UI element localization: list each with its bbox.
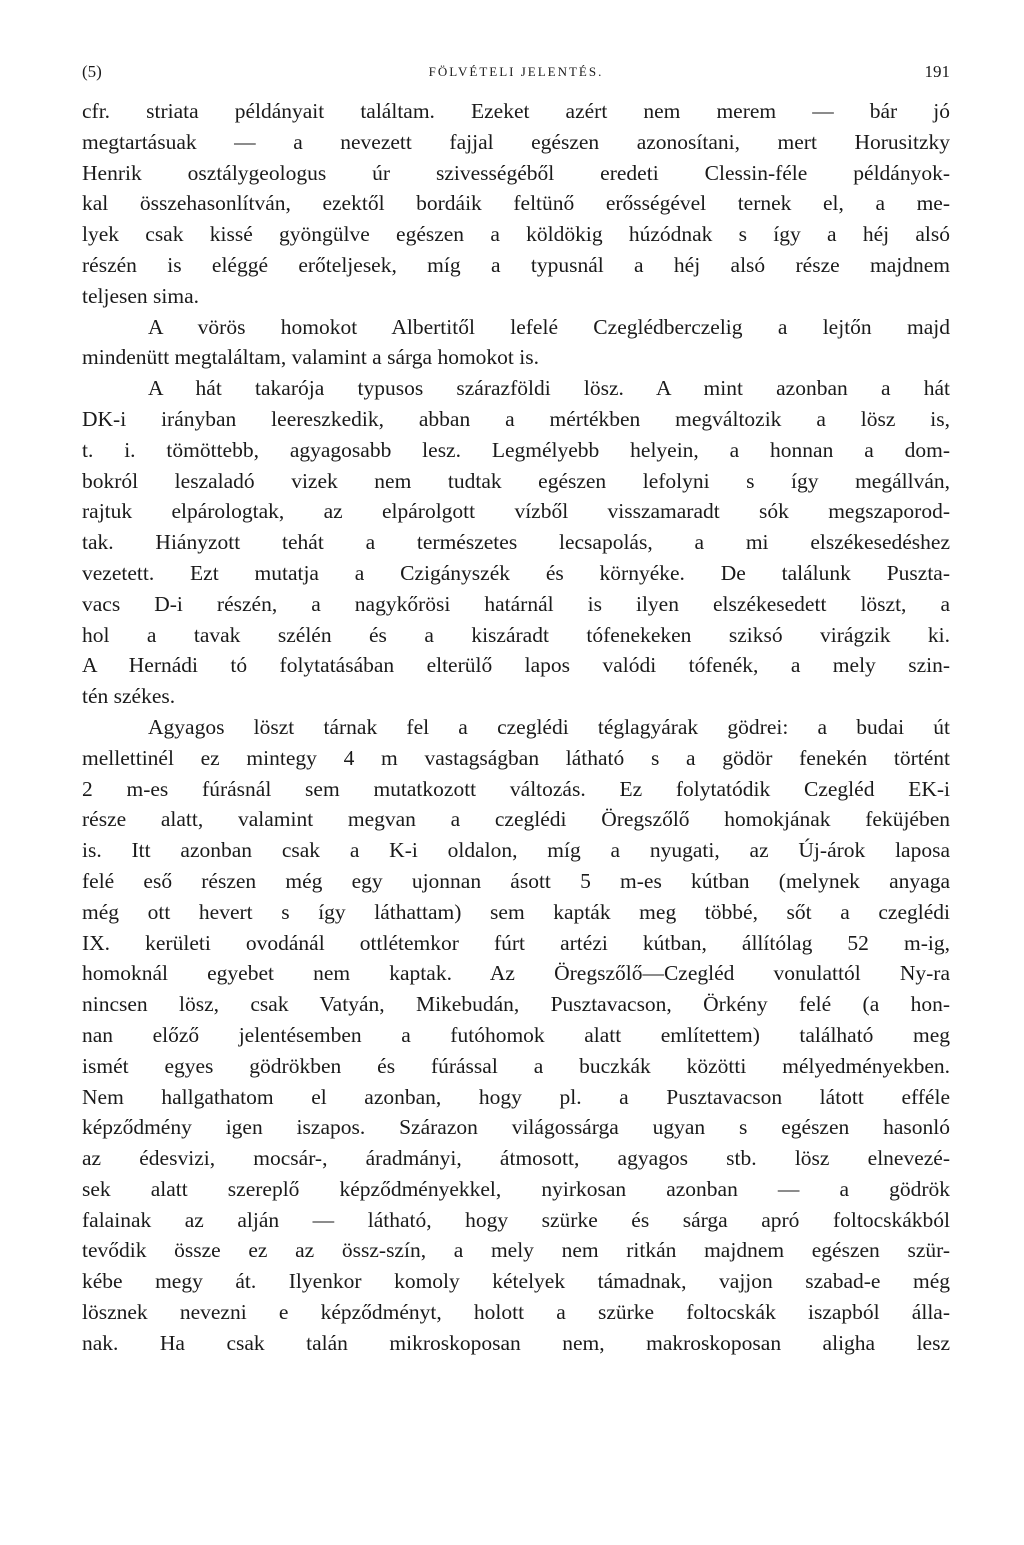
text-line-13: bokról leszaladó vizek nem tudtak egészen lefolyni s így megállván, <box>82 468 950 493</box>
text-line-21: Agyagos löszt tárnak fel a czeglédi téglagyárak gödrei: a budai út <box>148 714 950 739</box>
text-line-36: sek alatt szereplő képződményekkel, nyirkosan azonban — a gödrök <box>82 1176 950 1201</box>
document-page <box>82 62 950 1359</box>
text-line-31: nan előző jelentésemben a futóhomok alatt említettem) található meg <box>82 1022 950 1047</box>
text-line-7: teljesen sima. <box>82 283 200 308</box>
text-line-22: mellettinél ez mintegy 4 m vastagságban látható s a gödör fenekén történt <box>82 745 950 770</box>
text-line-30: nincsen lösz, csak Vatyán, Mikebudán, Pusztavacson, Örkény felé (a hon- <box>82 992 950 1017</box>
text-line-10: A hát takarója typusos szárazföldi lösz. A mint azonban a hát <box>148 376 950 401</box>
text-line-25: is. Itt azonban csak a K-i oldalon, míg a nyugati, az Új-árok laposa <box>82 838 950 863</box>
page-number-right: 191 <box>924 62 950 81</box>
text-line-20: tén székes. <box>82 684 176 709</box>
text-line-9: mindenütt megtaláltam, valamint a sárga homokot is. <box>82 345 539 370</box>
text-line-19: A Hernádi tó folytatásában elterülő lapos valódi tófenék, a mely szin- <box>82 653 950 678</box>
text-line-23: 2 m-es fúrásnál sem mutatkozott változás. Ez folytatódik Czegléd EK-i <box>82 776 950 801</box>
text-line-35: az édesvizi, mocsár-, áradmányi, átmosott, agyagos stb. lösz elnevezé- <box>82 1146 950 1171</box>
running-title: FÖLVÉTELI JELENTÉS. <box>428 64 604 79</box>
text-line-40: lösznek nevezni e képződményt, holott a szürke foltocskák iszapból álla- <box>82 1300 950 1325</box>
page-header <box>82 62 950 96</box>
text-line-33: Nem hallgathatom el azonban, hogy pl. a Pusztavacson látott efféle <box>82 1084 950 1109</box>
text-line-17: vacs D-i részén, a nagykőrösi határnál is ilyen elszékesedett löszt, a <box>82 591 950 616</box>
text-line-39: kébe megy át. Ilyenkor komoly kételyek támadnak, vajjon szabad-e még <box>82 1269 950 1294</box>
text-line-6: részén is eléggé erőteljesek, míg a typusnál a héj alsó része majdnem <box>82 252 950 277</box>
text-line-14: rajtuk elpárologtak, az elpárolgott vízből visszamaradt sók megszaporod- <box>82 499 950 524</box>
text-line-4: kal összehasonlítván, ezektől bordáik feltünő erősségével ternek el, a me- <box>82 191 950 216</box>
text-line-16: vezetett. Ezt mutatja a Czigányszék és környéke. De találunk Puszta- <box>82 560 950 585</box>
text-line-27: még ott hevert s így láthattam) sem kapták meg többé, sőt a czeglédi <box>82 899 950 924</box>
page-number-left: (5) <box>82 62 102 81</box>
text-line-15: tak. Hiányzott tehát a természetes lecsapolás, a mi elszékesedéshez <box>82 530 950 555</box>
text-line-18: hol a tavak szélén és a kiszáradt tófenekeken sziksó virágzik ki. <box>82 622 950 647</box>
text-line-37: falainak az alján — látható, hogy szürke és sárga apró foltocskákból <box>82 1207 950 1232</box>
text-line-2: megtartásuak — a nevezett fajjal egészen azonosítani, mert Horusitzky <box>82 129 950 154</box>
text-line-29: homoknál egyebet nem kaptak. Az Öregszőlő—Czegléd vonulattól Ny-ra <box>82 961 950 986</box>
text-line-28: IX. kerületi ovodánál ottlétemkor fúrt artézi kútban, állítólag 52 m-ig, <box>82 930 950 955</box>
text-line-1: cfr. striata példányait találtam. Ezeket azért nem merem — bár jó <box>82 99 950 123</box>
text-line-41: nak. Ha csak talán mikroskoposan nem, makroskoposan aligha lesz <box>82 1330 950 1355</box>
text-line-12: t. i. tömöttebb, agyagosabb lesz. Legmélyebb helyein, a honnan a dom- <box>82 437 950 462</box>
body-text <box>82 96 950 1359</box>
text-line-3: Henrik osztálygeologus úr szivességéből eredeti Clessin-féle példányok- <box>82 160 950 185</box>
text-line-34: képződmény igen iszapos. Szárazon világossárga ugyan s egészen hasonló <box>82 1115 950 1140</box>
text-line-8: A vörös homokot Albertitől lefelé Czeglédberczelig a lejtőn majd <box>148 314 950 339</box>
text-line-26: felé eső részen még egy ujonnan ásott 5 m-es kútban (melynek anyaga <box>82 868 950 893</box>
text-line-24: része alatt, valamint megvan a czeglédi Öregszőlő homokjának feküjében <box>82 807 950 832</box>
text-line-32: ismét egyes gödrökben és fúrással a buczkák közötti mélyedményekben. <box>82 1053 950 1078</box>
text-line-5: lyek csak kissé gyöngülve egészen a köldökig húzódnak s így a héj alsó <box>82 222 950 247</box>
text-line-38: tevődik össze ez az össz-szín, a mely nem ritkán majdnem egészen szür- <box>82 1238 950 1263</box>
text-line-11: DK-i irányban leereszkedik, abban a mértékben megváltozik a lösz is, <box>82 406 950 431</box>
